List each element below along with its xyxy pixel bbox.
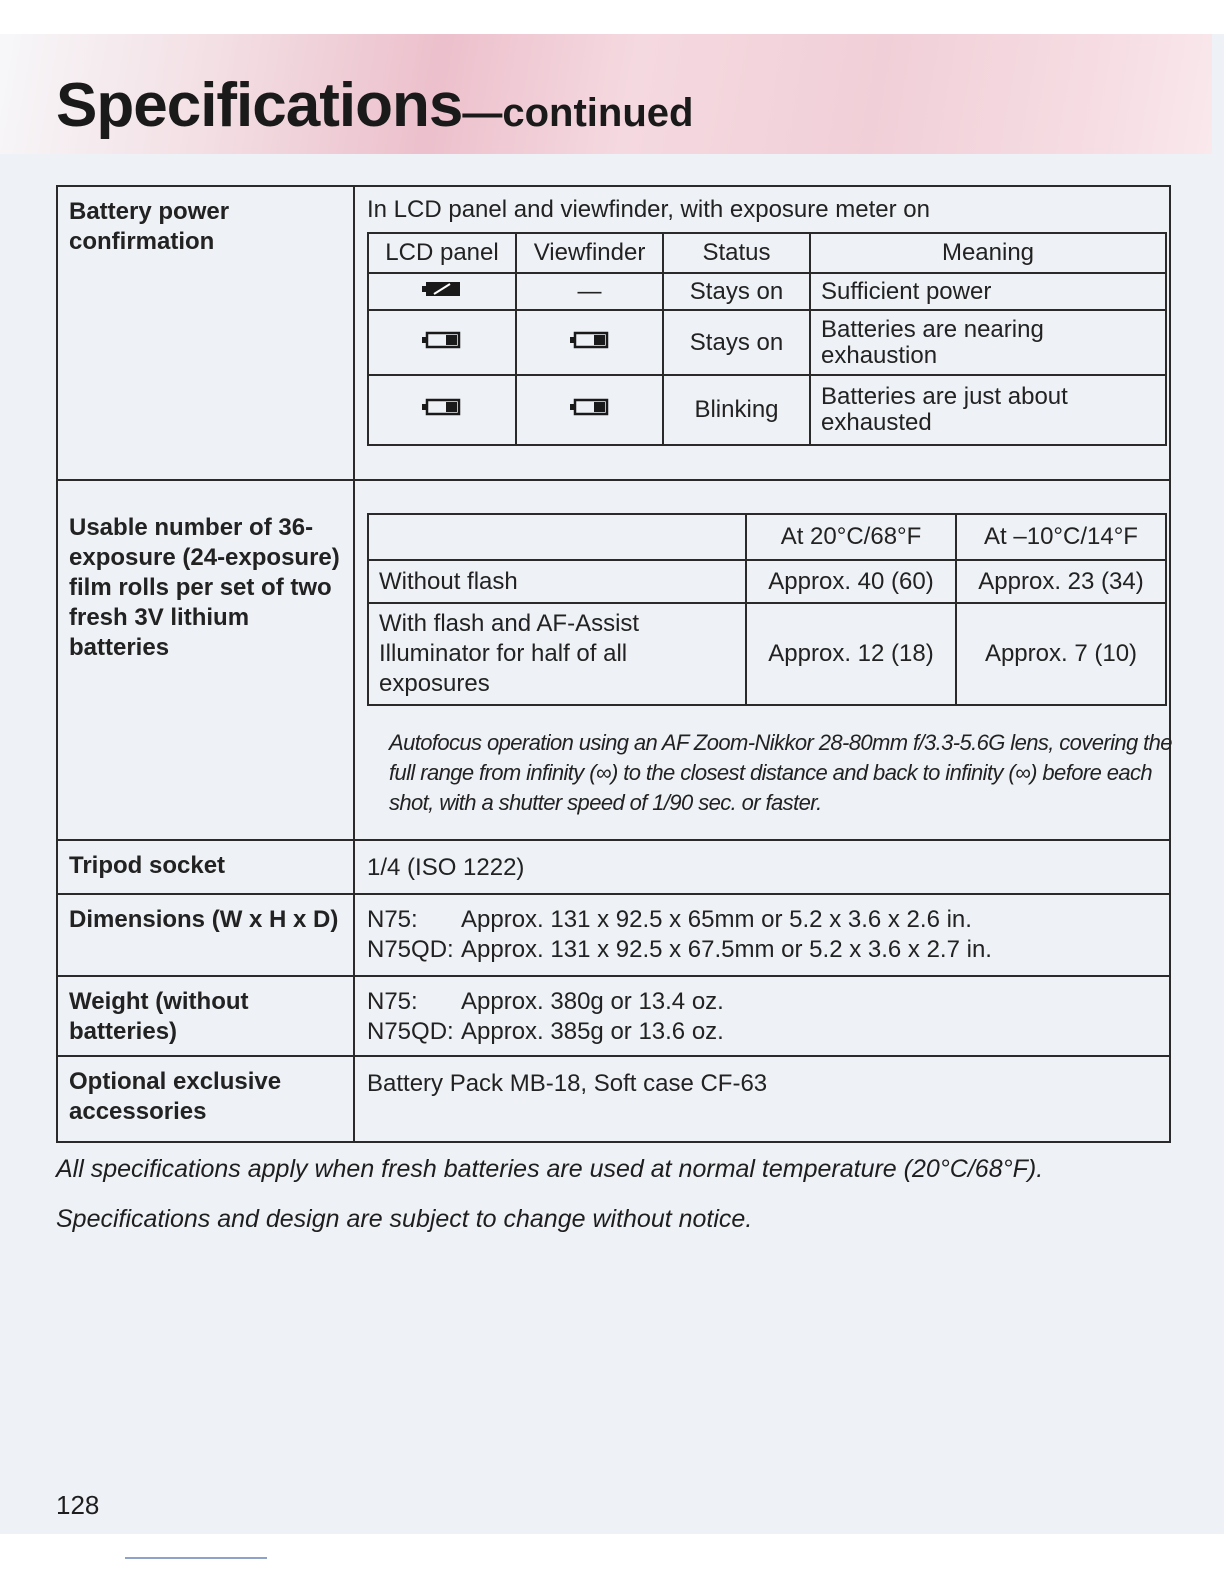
table-row: [368, 310, 1166, 375]
tripod-value: 1/4 (ISO 1222): [354, 840, 1170, 894]
spec-row-film-rolls: [57, 480, 1170, 840]
battery-full-icon: [422, 279, 462, 299]
model-name: N75:: [367, 906, 418, 933]
footnote-temperature: All specifications apply when fresh batteries are used at normal temperature (20°C/68°F).: [56, 1155, 1044, 1183]
page-title: [56, 70, 693, 141]
dimensions-line-n75qd: [367, 935, 1157, 965]
weight-text: Approx. 385g or 13.6 oz.: [461, 1018, 724, 1045]
battery-low-icon: [570, 330, 610, 350]
bottom-rule: [125, 1557, 267, 1559]
battery-low-blinking-icon: [570, 397, 610, 417]
accessories-label: Optional exclusive accessories: [57, 1056, 354, 1142]
status-cell: Stays on: [663, 310, 810, 375]
spec-row-weight: [57, 976, 1170, 1056]
cold-value-cell: Approx. 7 (10): [956, 603, 1166, 705]
dimensions-label: Dimensions (W x H x D): [57, 894, 354, 976]
col-header: At 20°C/68°F: [746, 514, 956, 560]
film-label: Usable number of 36-exposure (24-exposure) film rolls per set of two fresh 3V lithium batteries: [57, 480, 354, 840]
dimensions-text: Approx. 131 x 92.5 x 65mm or 5.2 x 3.6 x 2.6 in.: [461, 906, 972, 933]
spec-row-tripod: [57, 840, 1170, 894]
viewfinder-cell: [516, 310, 663, 375]
spec-row-accessories: [57, 1056, 1170, 1142]
status-cell: Blinking: [663, 375, 810, 445]
title-main: Specifications: [56, 71, 463, 140]
top-margin: [0, 0, 1224, 34]
battery-label: Battery power confirmation: [57, 186, 354, 480]
weight-label: Weight (without batteries): [57, 976, 354, 1056]
film-value: [354, 480, 1170, 840]
warm-value-cell: Approx. 12 (18): [746, 603, 956, 705]
col-header: Status: [663, 233, 810, 273]
battery-low-icon: [422, 330, 462, 350]
lcd-cell: [368, 375, 516, 445]
meaning-cell: Sufficient power: [810, 273, 1166, 310]
condition-cell: Without flash: [368, 560, 746, 603]
col-header: [368, 514, 746, 560]
status-cell: Stays on: [663, 273, 810, 310]
weight-line-n75qd: [367, 1017, 1157, 1047]
model-name: N75:: [367, 988, 418, 1015]
col-header: LCD panel: [368, 233, 516, 273]
dimensions-value: [354, 894, 1170, 976]
battery-value: [354, 186, 1170, 480]
col-header: Viewfinder: [516, 233, 663, 273]
battery-intro: In LCD panel and viewfinder, with exposure meter on: [367, 196, 930, 223]
viewfinder-cell: —: [516, 273, 663, 310]
table-row: [368, 603, 1166, 705]
tripod-label: Tripod socket: [57, 840, 354, 894]
autofocus-note: Autofocus operation using an AF Zoom-Nikkor 28-80mm f/3.3-5.6G lens, covering the full range from infinity (∞) to the closest distance and back to infinity (∞) before each shot, with a shutter speed of 1/90 sec. or faster.: [389, 730, 1172, 815]
battery-table-header: [368, 233, 1166, 273]
weight-line-n75: [367, 987, 1157, 1017]
spec-row-battery: [57, 186, 1170, 480]
warm-value-cell: Approx. 40 (60): [746, 560, 956, 603]
meaning-cell: Batteries are nearing exhaustion: [810, 310, 1166, 375]
dimensions-text: Approx. 131 x 92.5 x 67.5mm or 5.2 x 3.6 x 2.7 in.: [461, 936, 992, 963]
specifications-table: [56, 185, 1171, 1143]
table-row: [368, 560, 1166, 603]
dimensions-line-n75: [367, 905, 1157, 935]
bottom-margin: [0, 1534, 1224, 1584]
title-suffix: —continued: [462, 91, 694, 135]
col-header: At –10°C/14°F: [956, 514, 1166, 560]
spec-row-dimensions: [57, 894, 1170, 976]
table-row: [368, 273, 1166, 310]
viewfinder-cell: [516, 375, 663, 445]
page-number: 128: [56, 1490, 100, 1520]
model-name: N75QD:: [367, 1018, 454, 1045]
footnote-change-notice: Specifications and design are subject to change without notice.: [56, 1205, 753, 1233]
battery-low-blinking-icon: [422, 397, 462, 417]
table-row: [368, 375, 1166, 445]
film-rolls-table: [367, 513, 1167, 706]
cold-value-cell: Approx. 23 (34): [956, 560, 1166, 603]
model-name: N75QD:: [367, 936, 454, 963]
weight-value: [354, 976, 1170, 1056]
lcd-cell: [368, 310, 516, 375]
weight-text: Approx. 380g or 13.4 oz.: [461, 988, 724, 1015]
meaning-cell: Batteries are just about exhausted: [810, 375, 1166, 445]
accessories-value: Battery Pack MB-18, Soft case CF-63: [354, 1056, 1170, 1142]
battery-indicator-table: [367, 232, 1167, 446]
col-header: Meaning: [810, 233, 1166, 273]
lcd-cell: [368, 273, 516, 310]
condition-cell: With flash and AF-Assist Illuminator for half of all exposures: [368, 603, 746, 705]
film-table-header: [368, 514, 1166, 560]
